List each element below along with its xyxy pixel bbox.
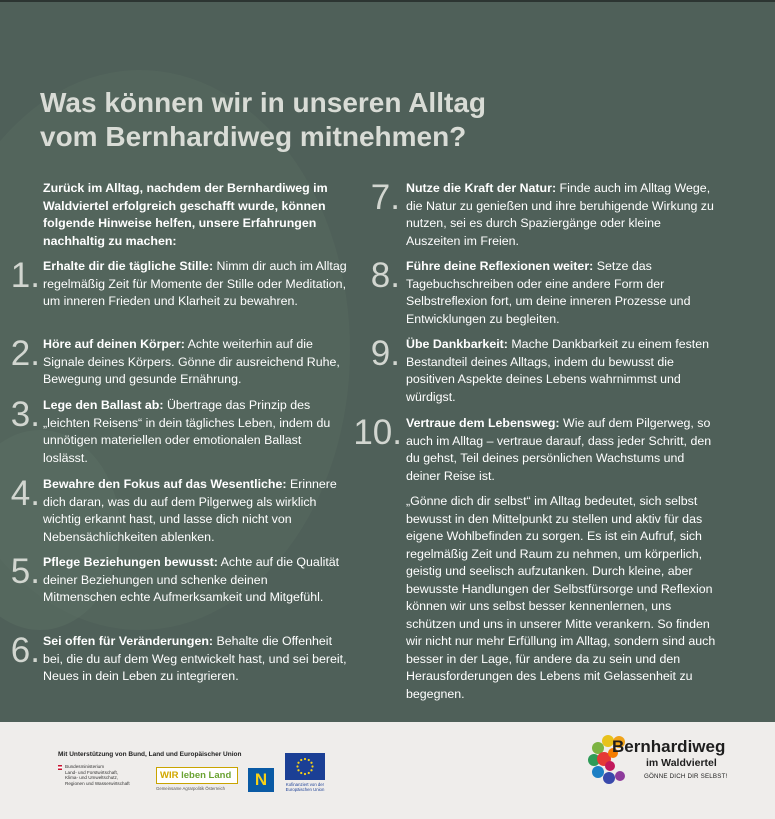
closing-paragraph: „Gönne dich dir selbst“ im Alltag bedeutet, sich selbst bewusst in den Mittelpunkt zu stellen und aktiv für das eigene Wohlbefinden zu sorgen. Es ist ein Aufruf, sich regelmäßig Zeit und Raum zu nehmen, um körperlich, geistig und seelisch aufzutanken. Durch kleine, aber bewusste Handlungen der Selbstfürsorge und Reflexion können wir uns selbst besser kennenlernen, uns schützen und uns in unserer Mitte verankern. So finden wir nicht nur mehr Erfüllung im Alltag, sondern sind auch besser in der Lage, für andere da zu sein und den Herausforderungen des Lebens mit Gelassenheit zu begegnen.: [406, 494, 716, 701]
item-number: 5.: [10, 552, 40, 591]
item-body: Achte weiterhin auf die Signale deines Körpers. Gönne dir ausreichend Ruhe, Bewegung und gesunde Ernährung.: [43, 337, 340, 386]
ministry-line: Land- und Forstwirtschaft,: [65, 769, 119, 775]
item-number: 8.: [370, 256, 400, 295]
item-body: Finde auch im Alltag Wege, die Natur zu genießen und ihre beruhigende Wirkung zu nutzen, sei es durch Spaziergänge oder kleine Auszeiten im Freien.: [406, 181, 714, 248]
item-heading: Nutze die Kraft der Natur:: [406, 181, 557, 195]
item-body: Achte auf die Qualität deiner Beziehungen und schenke deinen Mitmenschen echte Aufmerksamkeit und Mitgefühl.: [43, 555, 340, 604]
eu-flag-icon: [285, 753, 325, 780]
support-notice: Mit Unterstützung von Bund, Land und Europäischer Union: [58, 751, 242, 758]
item-number: 9.: [370, 334, 400, 373]
item-heading: Bewahre den Fokus auf das Wesentliche:: [43, 477, 287, 491]
item-heading: Erhalte dir die tägliche Stille:: [43, 259, 214, 273]
item-number: 4.: [10, 474, 40, 513]
ministry-line: Bundesministerium: [65, 764, 105, 769]
ministry-line: Regionen und Wasserwirtschaft: [65, 780, 130, 786]
item-heading: Pflege Beziehungen bewusst:: [43, 555, 218, 569]
item-heading: Vertraue dem Lebensweg:: [406, 416, 560, 430]
eu-logo: [285, 753, 325, 792]
item-body: Behalte die Offenheit bei, die du auf dem Weg entwickelt hast, und sei bereit, Neues in dein Leben zu integrieren.: [43, 634, 347, 683]
wir-logo-word: WIR: [160, 770, 179, 781]
eu-caption-line: Kofinanziert von der: [285, 782, 325, 787]
item-text: [43, 554, 341, 607]
page-title: [40, 86, 640, 154]
title-line-1: Was können wir in unseren Alltag: [40, 87, 486, 118]
item-number: 3.: [10, 395, 40, 434]
item-body: Mache Dankbarkeit zu einem festen Bestandteil deines Alltags, indem du bewusst die positiven Aspekte deines Lebens wahrnimmst und würdigst.: [406, 337, 710, 404]
ministry-logo: [58, 764, 153, 786]
item-text: [43, 476, 351, 546]
item-heading: Sei offen für Veränderungen:: [43, 634, 214, 648]
item-heading: Führe deine Reflexionen weiter:: [406, 259, 594, 273]
item-number: 10.: [353, 413, 402, 452]
item-body: Wie auf dem Pilgerweg, so auch im Alltag – vertraue darauf, dass jeder Schritt, den du gehst, Teil deines persönlichen Wachstums und deiner Reise ist.: [406, 416, 712, 483]
item-number: 1.: [10, 256, 40, 295]
ministry-line: Klima- und Umweltschutz,: [65, 775, 119, 781]
intro-text: Zurück im Alltag, nachdem der Bernhardiweg im Waldviertel erfolgreich geschafft wurde, können folgende Hinweise helfen, unsere Erfahrungen nachhaltig zu machen:: [43, 181, 328, 248]
item-number: 7.: [370, 178, 400, 217]
wir-leben-land-logo: [156, 767, 238, 791]
item-text: [406, 258, 718, 328]
brand-region: im Waldviertel: [646, 757, 717, 769]
item-text: [43, 336, 343, 389]
title-line-2: vom Bernhardiweg mitnehmen?: [40, 121, 467, 152]
wir-logo-rest: leben Land: [181, 770, 232, 781]
eu-caption-line: Europäischen Union: [285, 787, 325, 792]
brand-name: Bernhardiweg: [612, 737, 726, 756]
item-number: 6.: [10, 631, 40, 670]
wir-logo-subtitle: Gemeinsame Agrarpolitik Österreich: [156, 786, 226, 791]
item-heading: Lege den Ballast ab:: [43, 398, 164, 412]
item-text: [406, 336, 718, 406]
item-body: Erinnere dich daran, was du auf dem Pilgerweg als wirklich wichtig erkannt hast, und lasse dich nicht von Nebensächlichkeiten ablenken.: [43, 477, 337, 544]
item-text: [43, 258, 348, 311]
item-text: [406, 180, 718, 250]
item-text: [43, 397, 348, 467]
item-body: Setze das Tagebuchschreiben oder eine andere Form der Selbstreflexion fort, um deine inneren Prozesse und Entwicklungen zu begleiten.: [406, 259, 691, 326]
item-text: [406, 415, 718, 485]
bernhardiweg-logo: [588, 733, 748, 793]
item-text: [43, 633, 351, 686]
footer: [0, 722, 775, 819]
item-number: 2.: [10, 334, 40, 373]
item-body: Nimm dir auch im Alltag regelmäßig Zeit für Momente der Stille oder Meditation, um inneren Frieden und Klarheit zu bewahren.: [43, 259, 347, 308]
item-body: Übertrage das Prinzip des „leichten Reisens“ in dein tägliches Leben, indem du unnötigen materiellen oder emotionalen Ballast loslässt.: [43, 398, 331, 465]
top-border: [0, 0, 775, 2]
lower-austria-logo: N: [248, 768, 274, 792]
item-heading: Höre auf deinen Körper:: [43, 337, 185, 351]
brand-claim: GÖNNE DICH DIR SELBST!: [644, 773, 728, 780]
item-heading: Übe Dankbarkeit:: [406, 337, 508, 351]
austria-flag-icon: [58, 765, 62, 770]
